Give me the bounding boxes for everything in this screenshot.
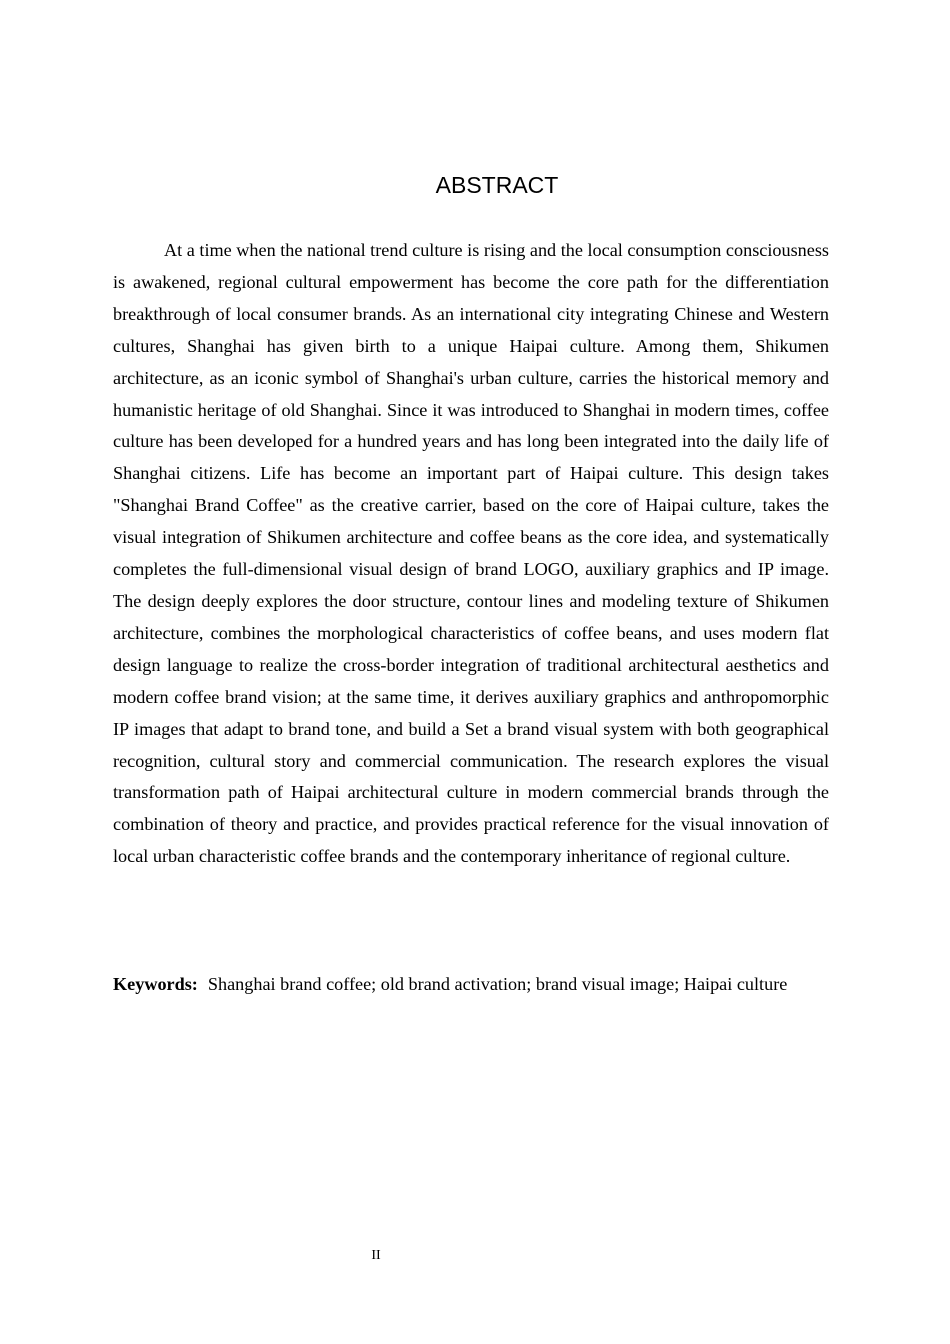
page-number: II	[371, 1248, 381, 1263]
abstract-paragraph: At a time when the national trend culture is rising and the local consumption consciousness is awakened, regional cultural empowerment has become the core path for the differentiation breakthrough of local consumer brands. As an international city integrating Chinese and Western cultures, Shanghai has given birth to a unique Haipai culture. Among them, Shikumen architecture, as an iconic symbol of Shanghai's urban culture, carries the historical memory and humanistic heritage of old Shanghai. Since it was introduced to Shanghai in modern times, coffee culture has been developed for a hundred years and has long been integrated into the daily life of Shanghai citizens. Life has become an important part of Haipai culture. This design takes "Shanghai Brand Coffee" as the creative carrier, based on the core of Haipai culture, takes the visual integration of Shikumen architecture and coffee beans as the core idea, and systematically completes the full-dimensional visual design of brand LOGO, auxiliary graphics and IP image. The design deeply explores the door structure, contour lines and modeling texture of Shikumen architecture, combines the morphological characteristics of coffee beans, and uses modern flat design language to realize the cross-border integration of traditional architectural aesthetics and modern coffee brand vision; at the same time, it derives auxiliary graphics and anthropomorphic IP images that adapt to brand tone, and build a Set a brand visual system with both geographical recognition, cultural story and commercial communication. The research explores the visual transformation path of Haipai architectural culture in modern commercial brands through the combination of theory and practice, and provides practical reference for the visual innovation of local urban characteristic coffee brands and the contemporary inheritance of regional culture.	[113, 240, 829, 867]
keywords-text: Shanghai brand coffee; old brand activation; brand visual image; Haipai culture	[207, 974, 788, 994]
keywords-line	[113, 969, 853, 1001]
page-title: ABSTRACT	[435, 172, 559, 198]
keywords-label: Keywords:	[113, 974, 198, 994]
